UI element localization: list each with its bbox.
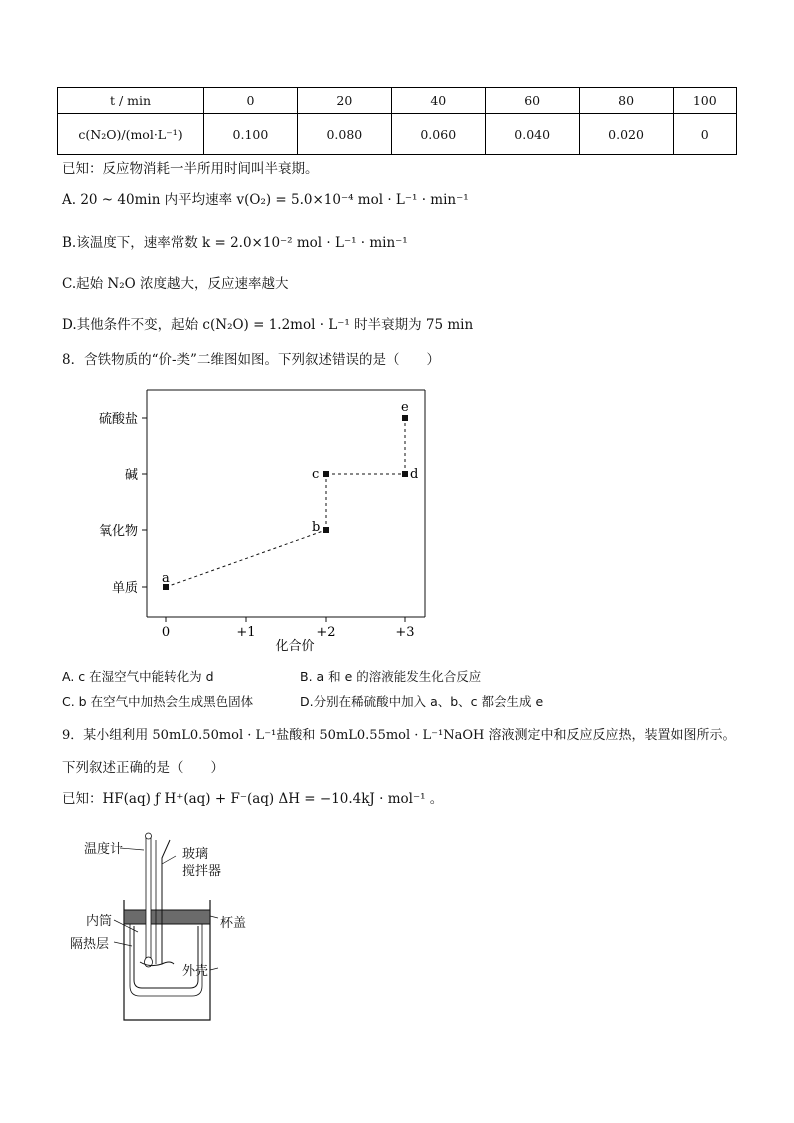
point-b: [323, 527, 329, 533]
thermometer: [146, 838, 151, 960]
x-axis-title: 化合价: [275, 639, 315, 654]
y-label-sulfate: 硫酸盐: [98, 412, 138, 427]
q7-option-c: C.起始 N₂O 浓度越大，反应速率越大: [62, 276, 289, 292]
table-header-conc: c(N₂O)/(mol·L⁻¹): [58, 114, 204, 155]
y-label-oxide: 氧化物: [98, 524, 138, 539]
valence-class-diagram: [80, 382, 440, 662]
table-cell: 0.060: [391, 114, 485, 155]
point-label-b: b: [312, 520, 321, 535]
q9-known: 已知：HF(aq) ƒ H⁺(aq) + F⁻(aq) ΔH = −10.4kJ · mol⁻¹ 。: [62, 791, 444, 807]
x-tick-plus1: +1: [236, 625, 256, 640]
point-label-a: a: [162, 571, 170, 586]
q7-option-a: A. 20 ~ 40min 内平均速率 v(O₂) = 5.0×10⁻⁴ mol · L⁻¹ · min⁻¹: [62, 192, 469, 208]
y-label-element: 单质: [111, 581, 138, 596]
point-label-e: e: [401, 400, 409, 415]
label-lid: 杯盖: [220, 916, 247, 931]
table-cell: 0.020: [579, 114, 673, 155]
table-cell: 60: [485, 88, 579, 114]
point-label-d: d: [410, 467, 419, 482]
insulation-layer: [130, 922, 202, 996]
table-cell: 0.080: [297, 114, 391, 155]
table-cell: 20: [297, 88, 391, 114]
q8-option-a: A. c 在湿空气中能转化为 d: [62, 669, 214, 684]
label-glass: 玻璃: [182, 847, 209, 862]
q7-option-b: B.该温度下，速率常数 k = 2.0×10⁻² mol · L⁻¹ · min⁻¹: [62, 235, 408, 251]
label-stirrer: 搅拌器: [182, 864, 222, 879]
label-inner-cylinder: 内筒: [86, 914, 113, 929]
point-c: [323, 471, 329, 477]
table-row: [58, 88, 737, 114]
label-thermometer: 温度计: [84, 842, 124, 857]
table-header-time: t / min: [58, 88, 204, 114]
table-cell: 40: [391, 88, 485, 114]
y-label-base: 碱: [124, 468, 138, 483]
kinetics-table: [57, 87, 737, 155]
point-d: [402, 471, 408, 477]
glass-stirrer: [162, 840, 170, 964]
table-row: [58, 114, 737, 155]
q8-option-b: B. a 和 e 的溶液能发生化合反应: [300, 669, 482, 684]
connector-a-b: [166, 530, 326, 587]
q7-option-d: D.其他条件不变，起始 c(N₂O) = 1.2mol · L⁻¹ 时半衰期为 75 min: [62, 317, 474, 333]
q7-known: 已知：反应物消耗一半所用时间叫半衰期。: [62, 161, 319, 177]
cup-lid: [124, 910, 210, 924]
label-insulation: 隔热层: [70, 937, 110, 952]
x-tick-0: 0: [161, 625, 171, 640]
table-cell: 80: [579, 88, 673, 114]
x-tick-plus3: +3: [395, 625, 415, 640]
table-cell: 100: [673, 88, 736, 114]
q9-stem-line2: 下列叙述正确的是（ ）: [62, 760, 224, 776]
q8-option-c: C. b 在空气中加热会生成黑色固体: [62, 694, 254, 709]
table-cell: 0: [204, 88, 298, 114]
label-outer-shell: 外壳: [182, 964, 209, 979]
table-cell: 0.040: [485, 114, 579, 155]
table-cell: 0.100: [204, 114, 298, 155]
q8-option-d: D.分别在稀硫酸中加入 a、b、c 都会生成 e: [300, 694, 544, 709]
point-e: [402, 415, 408, 421]
point-label-c: c: [312, 467, 320, 482]
x-tick-plus2: +2: [316, 625, 336, 640]
table-cell: 0: [673, 114, 736, 155]
q9-stem-line1: 9．某小组利用 50mL0.50mol · L⁻¹盐酸和 50mL0.55mol · L⁻¹NaOH 溶液测定中和反应反应热，装置如图所示。: [62, 728, 736, 743]
q8-stem: 8．含铁物质的“价-类”二维图如图。下列叙述错误的是（ ）: [62, 352, 440, 368]
